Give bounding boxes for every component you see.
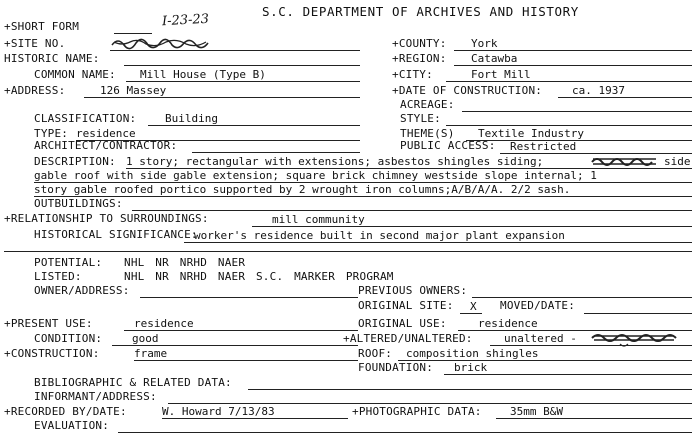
acreage-line <box>462 111 692 112</box>
city-label: +CITY: <box>392 68 433 81</box>
theme-label: THEME(S) <box>400 127 455 140</box>
recorded-by-label: +RECORDED BY/DATE: <box>4 405 127 418</box>
original-use-value: residence <box>478 317 538 330</box>
site-no-label: +SITE NO. <box>4 37 66 50</box>
moved-date-line <box>584 313 692 314</box>
description-line-1: 1 story; rectangular with extensions; asbestos shingles siding; <box>126 155 544 168</box>
type-value: residence <box>76 127 136 140</box>
photographic-value: 35mm B&W <box>510 405 563 418</box>
outbuildings-line <box>132 210 692 211</box>
date-construction-value: ca. 1937 <box>572 84 625 97</box>
foundation-value: brick <box>454 361 488 374</box>
classification-line <box>148 125 360 126</box>
present-use-line <box>124 330 358 331</box>
page-title: S.C. DEPARTMENT OF ARCHIVES AND HISTORY <box>262 4 579 19</box>
common-name-value: Mill House (Type B) <box>140 68 266 81</box>
theme-line <box>466 140 692 141</box>
county-label: +COUNTY: <box>392 37 447 50</box>
outbuildings-label: OUTBUILDINGS: <box>34 197 123 210</box>
significance-line <box>184 242 692 243</box>
informant-label: INFORMANT/ADDRESS: <box>34 390 157 403</box>
previous-owners-line <box>472 297 692 298</box>
evaluation-line <box>118 432 692 433</box>
short-form-line <box>114 33 152 34</box>
address-label: +ADDRESS: <box>4 84 66 97</box>
informant-line <box>168 403 692 404</box>
original-site-label: ORIGINAL SITE: <box>358 299 454 312</box>
county-value: York <box>471 37 498 50</box>
significance-value: worker's residence built in second major plant expansion <box>194 229 565 242</box>
foundation-label: FOUNDATION: <box>358 361 434 374</box>
historic-name-label: HISTORIC NAME: <box>4 52 100 65</box>
site-no-line <box>110 50 360 51</box>
recorded-by-line <box>162 418 348 419</box>
construction-value: frame <box>134 347 168 360</box>
date-construction-line <box>558 97 692 98</box>
style-line <box>446 125 692 126</box>
description-struck-word <box>590 154 660 168</box>
potential-label: POTENTIAL: <box>34 256 103 269</box>
description-underline-3 <box>34 196 692 197</box>
address-value: 126 Massey <box>100 84 167 97</box>
region-label: +REGION: <box>392 52 447 65</box>
type-label: TYPE: <box>34 127 69 140</box>
original-use-label: ORIGINAL USE: <box>358 317 447 330</box>
present-use-value: residence <box>134 317 194 330</box>
classification-label: CLASSIFICATION: <box>34 112 137 125</box>
city-value: Fort Mill <box>471 68 531 81</box>
altered-struck-word <box>590 330 680 350</box>
classification-value: Building <box>165 112 218 125</box>
date-construction-label: +DATE OF CONSTRUCTION: <box>392 84 543 97</box>
significance-label: HISTORICAL SIGNIFICANCE: <box>34 228 198 241</box>
common-name-label: COMMON NAME: <box>34 68 116 81</box>
present-use-label: +PRESENT USE: <box>4 317 93 330</box>
architect-line <box>192 152 360 153</box>
public-access-label: PUBLIC ACCESS: <box>400 139 496 152</box>
description-line-1-end: side <box>664 155 691 168</box>
description-line-2: gable roof with side gable extension; square brick chimney westside slope internal; 1 <box>34 169 597 182</box>
owner-label: OWNER/ADDRESS: <box>34 284 130 297</box>
construction-label: +CONSTRUCTION: <box>4 347 100 360</box>
condition-line <box>112 345 358 346</box>
listed-label: LISTED: <box>34 270 82 283</box>
evaluation-label: EVALUATION: <box>34 419 110 432</box>
condition-value: good <box>132 332 159 345</box>
description-label: DESCRIPTION: <box>34 155 116 168</box>
original-site-value: X <box>470 300 477 313</box>
photographic-line <box>496 418 692 419</box>
condition-label: CONDITION: <box>34 332 103 345</box>
region-line <box>454 65 692 66</box>
section-divider <box>4 251 692 252</box>
bibliographic-label: BIBLIOGRAPHIC & RELATED DATA: <box>34 376 232 389</box>
description-line-3: story gable roofed portico supported by 2 wrought iron columns;A/B/A/A. 2/2 sash. <box>34 183 571 196</box>
region-value: Catawba <box>471 52 518 65</box>
roof-value: composition shingles <box>406 347 539 360</box>
construction-line <box>134 360 358 361</box>
city-line <box>446 81 692 82</box>
address-line <box>84 97 360 98</box>
relationship-line <box>252 226 692 227</box>
roof-line <box>398 360 692 361</box>
roof-label: ROOF: <box>358 347 393 360</box>
common-name-line <box>126 81 360 82</box>
style-label: STYLE: <box>400 112 441 125</box>
short-form-handwritten-date: I-23-23 <box>161 11 210 30</box>
potential-options: NHL NR NRHD NAER <box>124 256 246 269</box>
altered-label: +ALTERED/UNALTERED: <box>343 332 473 345</box>
moved-date-label: MOVED/DATE: <box>500 299 576 312</box>
previous-owners-label: PREVIOUS OWNERS: <box>358 284 468 297</box>
listed-options: NHL NR NRHD NAER S.C. MARKER PROGRAM <box>124 270 394 283</box>
bibliographic-line <box>248 389 692 390</box>
public-access-value: Restricted <box>510 140 577 153</box>
county-line <box>454 50 692 51</box>
site-no-redacted-scribble <box>110 37 220 51</box>
recorded-by-value: W. Howard 7/13/83 <box>162 405 275 418</box>
theme-value: Textile Industry <box>478 127 584 140</box>
altered-value: unaltered - <box>504 332 577 345</box>
original-site-line <box>460 313 482 314</box>
foundation-line <box>444 374 692 375</box>
acreage-label: ACREAGE: <box>400 98 455 111</box>
historic-name-line <box>124 65 360 66</box>
owner-line <box>140 297 358 298</box>
relationship-label: +RELATIONSHIP TO SURROUNDINGS: <box>4 212 209 225</box>
altered-line <box>490 345 692 346</box>
photographic-label: +PHOTOGRAPHIC DATA: <box>352 405 482 418</box>
short-form-label: +SHORT FORM <box>4 20 80 33</box>
architect-label: ARCHITECT/CONTRACTOR: <box>34 139 178 152</box>
relationship-value: mill community <box>272 213 365 226</box>
